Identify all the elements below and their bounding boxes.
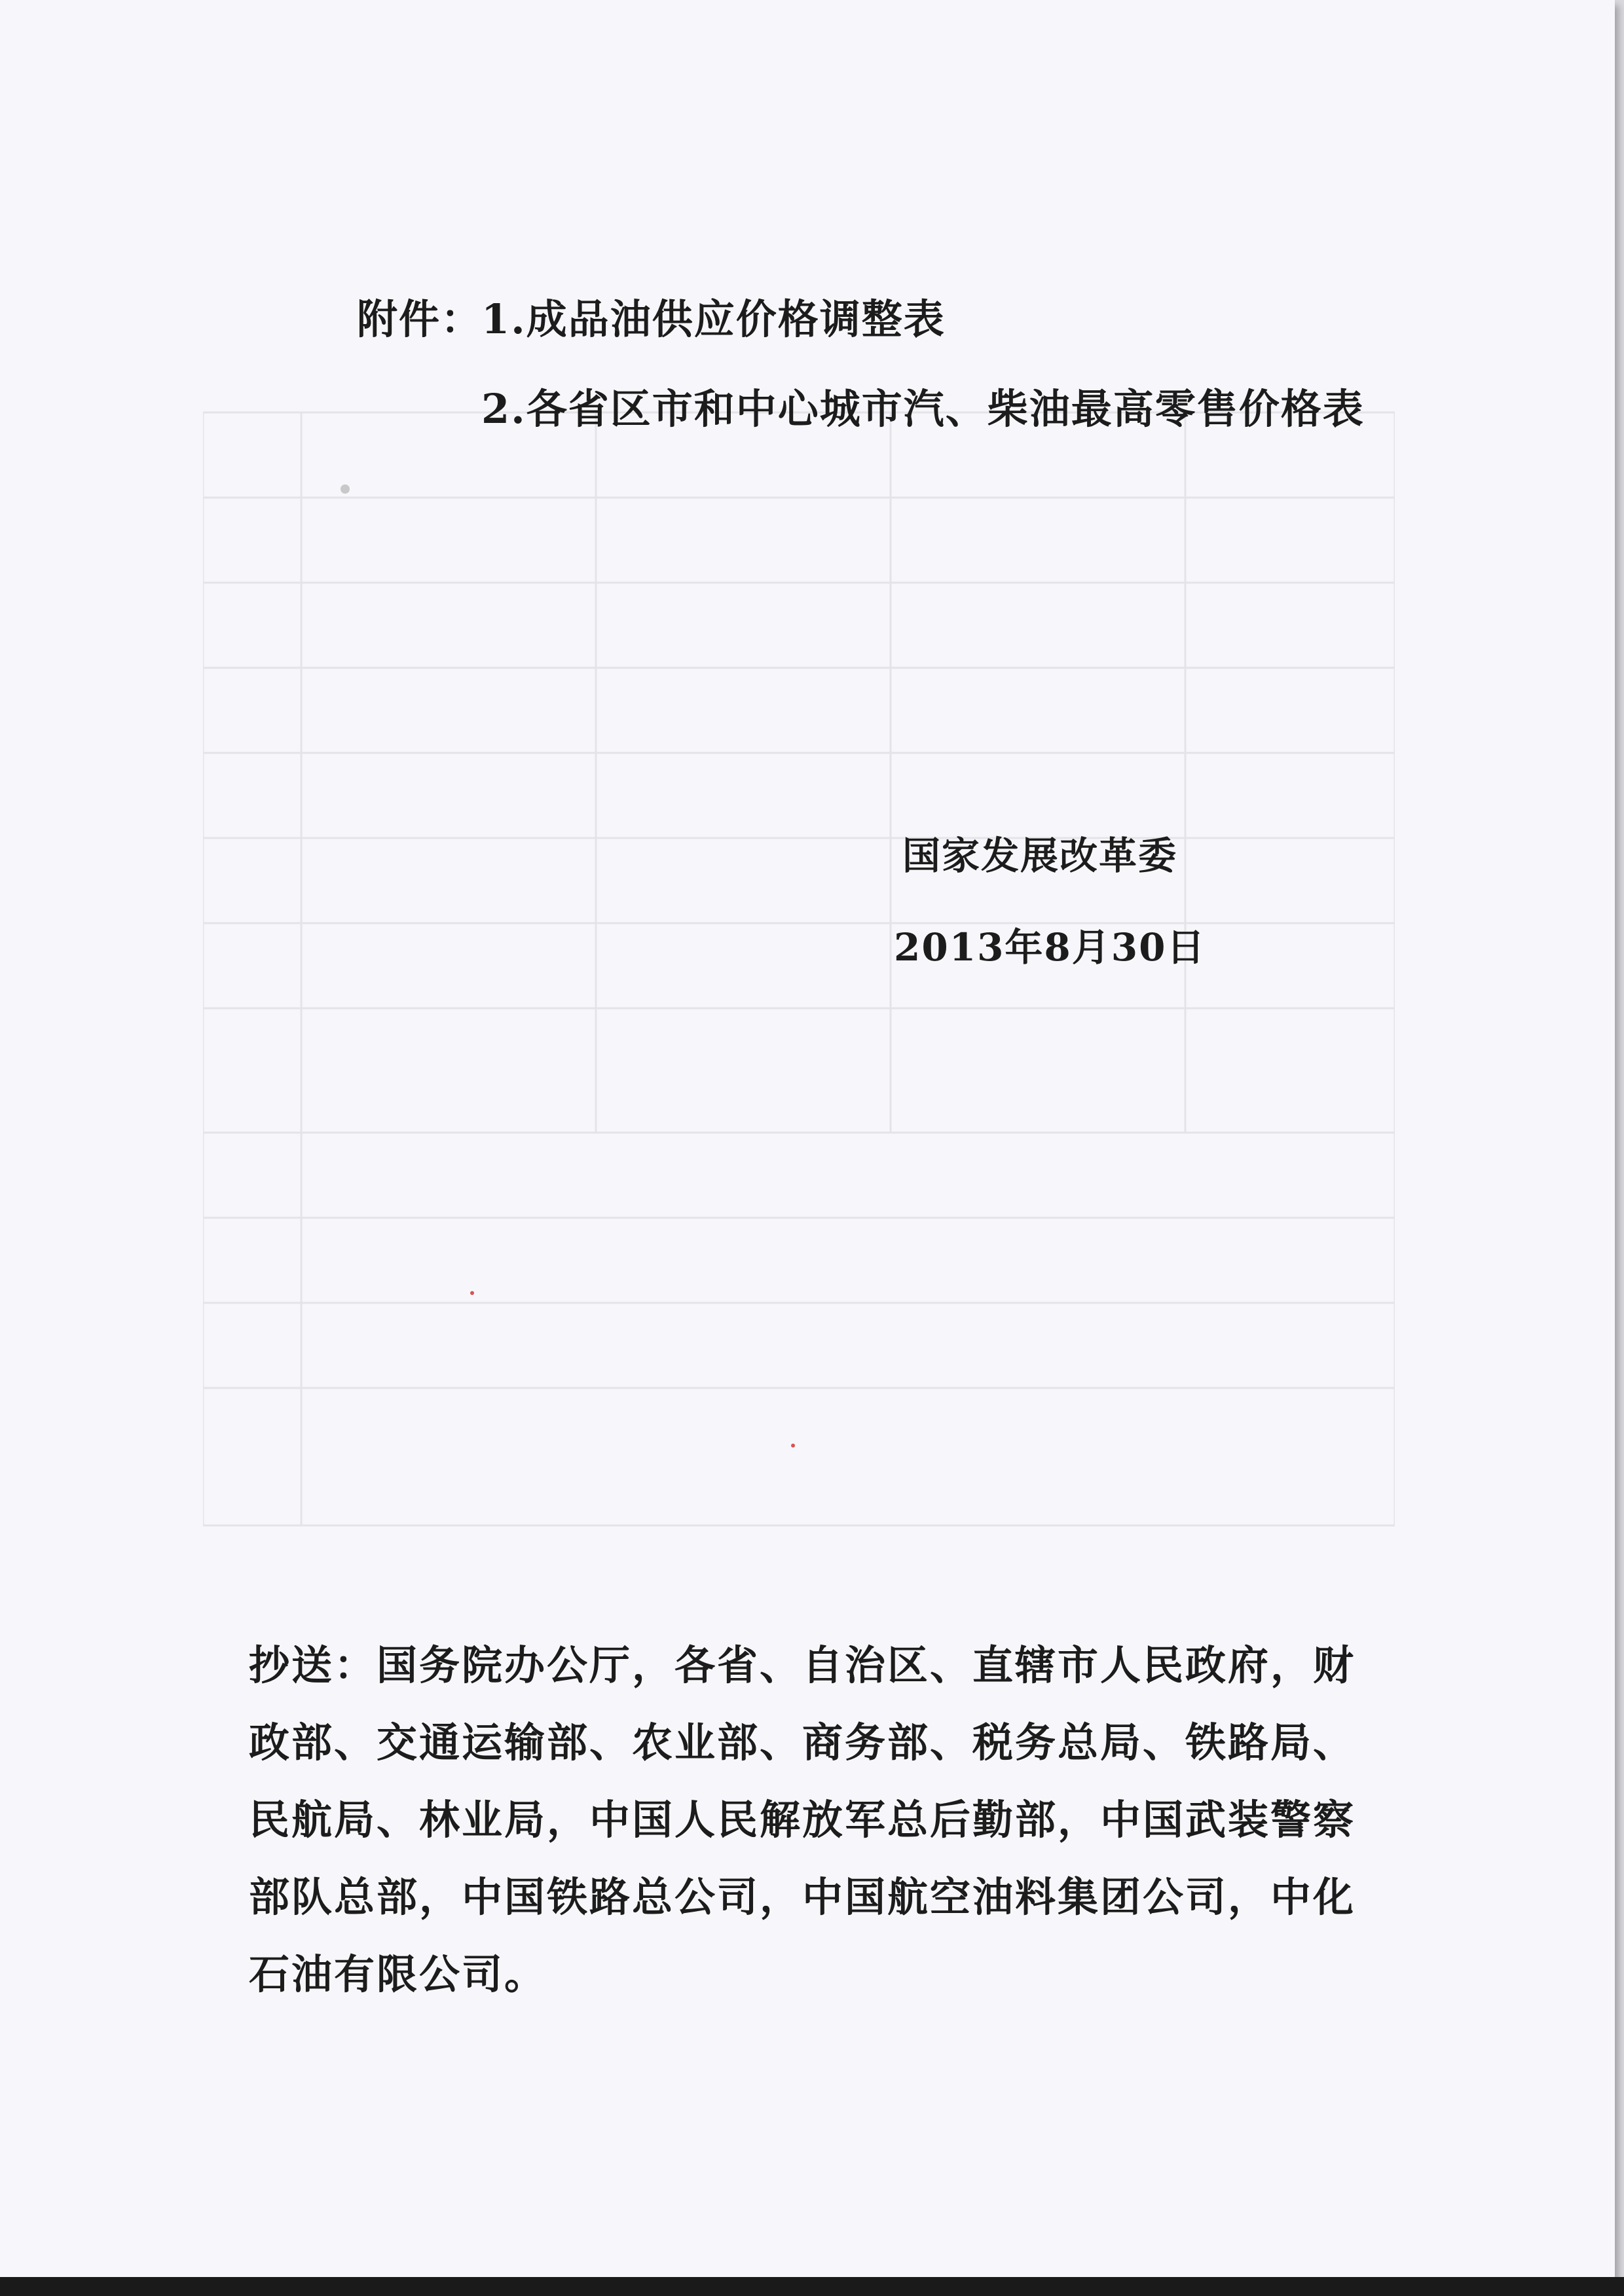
attachment-item-2: 2.各省区市和中心城市汽、柴油最高零售价格表 bbox=[481, 385, 1365, 433]
attachment-label: 附件： bbox=[357, 295, 483, 343]
attachment-item-1: 1.成品油供应价格调整表 bbox=[481, 295, 946, 343]
cc-line: 抄送：国务院办公厅，各省、自治区、直辖市人民政府，财 bbox=[249, 1641, 1356, 1689]
paper-speck bbox=[341, 484, 350, 494]
cc-distribution-list bbox=[249, 1627, 1375, 2013]
cc-line: 政部、交通运输部、农业部、商务部、税务总局、铁路局、 bbox=[249, 1719, 1356, 1766]
paper-speck bbox=[470, 1291, 474, 1295]
scanner-edge bbox=[0, 2277, 1624, 2296]
cc-line: 部队总部，中国铁路总公司，中国航空油料集团公司，中化 bbox=[249, 1873, 1356, 1921]
issue-date: 2013年8月30日 bbox=[894, 925, 1206, 970]
cc-line: 石油有限公司。 bbox=[249, 1950, 547, 1998]
issuer-signature: 国家发展改革委 bbox=[902, 833, 1178, 878]
cc-line: 民航局、林业局，中国人民解放军总后勤部，中国武装警察 bbox=[249, 1796, 1356, 1844]
paper-speck bbox=[791, 1444, 795, 1448]
bleed-through-table bbox=[203, 327, 1395, 1571]
